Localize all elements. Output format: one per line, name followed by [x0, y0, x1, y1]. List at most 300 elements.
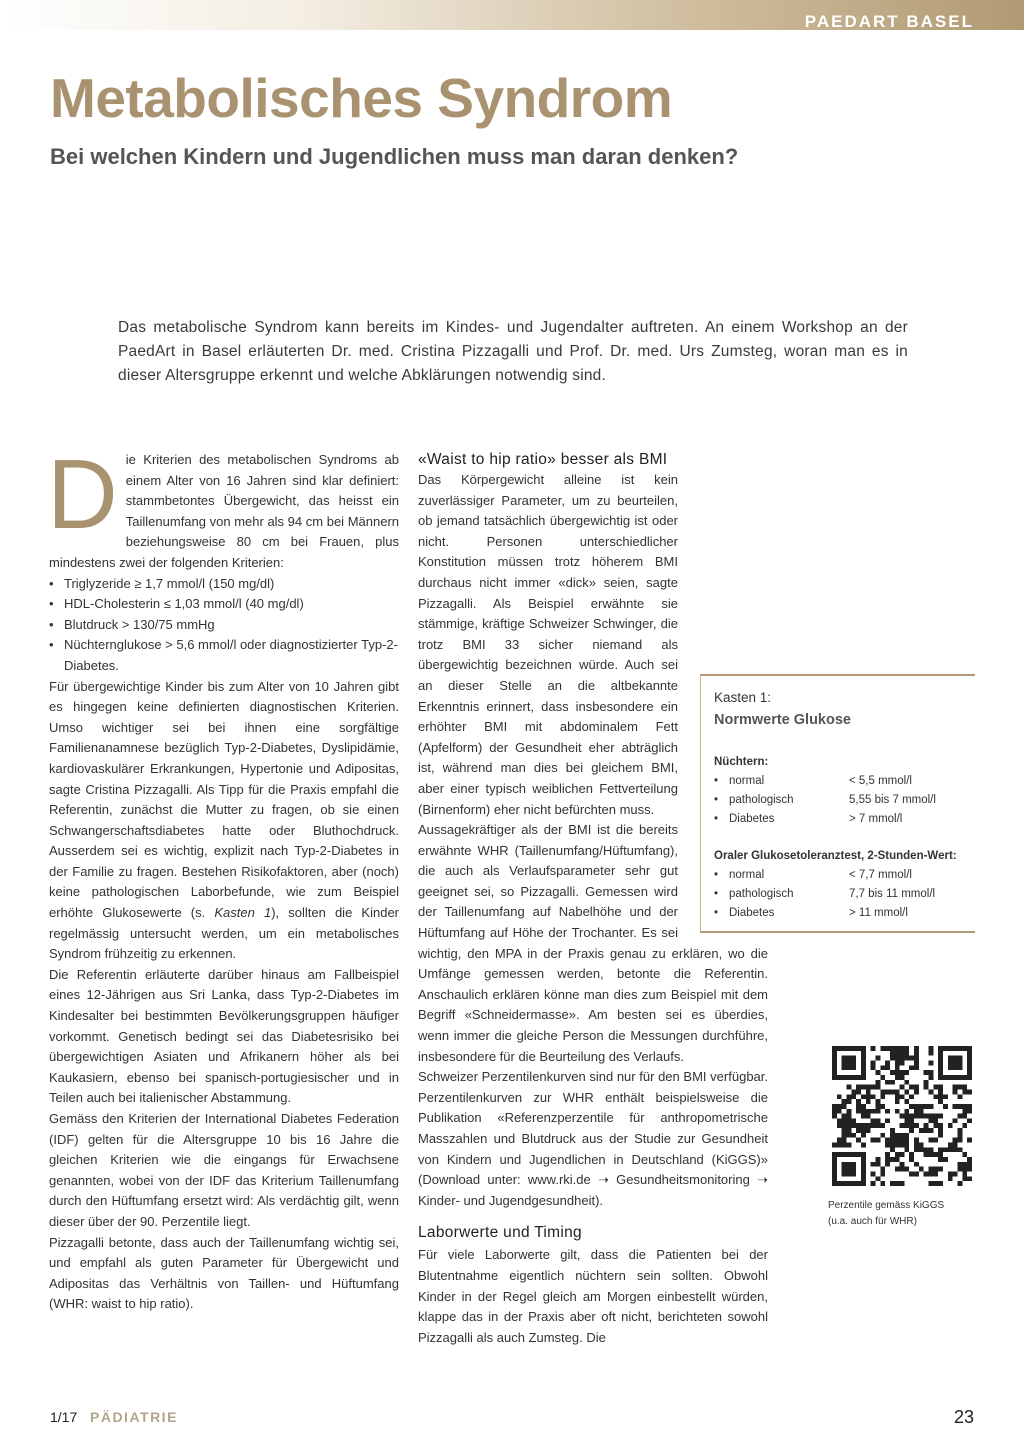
qr-module [880, 1065, 885, 1070]
qr-module [909, 1114, 914, 1119]
qr-module [900, 1094, 905, 1099]
qr-module [871, 1065, 876, 1070]
qr-module [900, 1152, 905, 1157]
qr-module [929, 1118, 934, 1123]
qr-module [866, 1123, 871, 1128]
qr-module [866, 1109, 871, 1114]
qr-module [958, 1094, 963, 1099]
qr-module [861, 1172, 866, 1177]
qr-module [837, 1104, 842, 1109]
qr-module [967, 1051, 972, 1056]
qr-module [851, 1075, 856, 1080]
qr-module [958, 1065, 963, 1070]
qr-module [890, 1157, 895, 1162]
qr-module [837, 1152, 842, 1157]
qr-module [851, 1167, 856, 1172]
qr-module [967, 1060, 972, 1065]
qr-module [924, 1152, 929, 1157]
qr-module [842, 1099, 847, 1104]
qr-module [962, 1152, 967, 1157]
qr-module [904, 1056, 909, 1061]
qr-module [895, 1046, 900, 1051]
qr-module [967, 1104, 972, 1109]
qr-module [919, 1114, 924, 1119]
qr-module [880, 1075, 885, 1080]
qr-module [842, 1065, 847, 1070]
qr-module [914, 1089, 919, 1094]
qr-module [967, 1167, 972, 1172]
qr-module [962, 1085, 967, 1090]
qr-module [958, 1060, 963, 1065]
qr-module [924, 1123, 929, 1128]
glucose-norms-box [700, 674, 975, 933]
qr-module [919, 1143, 924, 1148]
qr-module [924, 1104, 929, 1109]
qr-module [871, 1060, 876, 1065]
qr-module [861, 1143, 866, 1148]
qr-module [846, 1099, 851, 1104]
qr-module [895, 1138, 900, 1143]
qr-module [895, 1065, 900, 1070]
qr-module [943, 1157, 948, 1162]
qr-module [958, 1056, 963, 1061]
bullet: • [714, 813, 719, 825]
qr-module [909, 1118, 914, 1123]
qr-module [967, 1109, 972, 1114]
qr-module [842, 1133, 847, 1138]
qr-module [953, 1085, 958, 1090]
row-label: pathologisch [729, 794, 794, 806]
qr-module [851, 1123, 856, 1128]
list-item: • Triglyzeride ≥ 1,7 mmol/l (150 mg/dl) [49, 574, 399, 595]
qr-module [861, 1152, 866, 1157]
qr-module [851, 1089, 856, 1094]
qr-module [871, 1138, 876, 1143]
qr-module [871, 1162, 876, 1167]
qr-module [900, 1085, 905, 1090]
qr-module [846, 1143, 851, 1148]
qr-module [904, 1138, 909, 1143]
body-paragraph: Das Körpergewicht alleine ist kein zuverlässiger Parameter, um zu beurteilen, ob jemand tatsächlich übergewichtig ist oder nicht. Personen unterschiedlicher Konstitution müssen trotz höherem BMI durchaus nicht immer «dick» seien, sagte Pizzagalli. Als Beispiel erwähnte sie stämmige, kräftige Schweizer Schwinger, die trotz BMI 33 sicher niemand als übergewichtig bezeichnen würde. Auch sei an dieser Stelle an die altbekannte Erkenntnis erinnert, dass insbesondere ein erhöhter BMI mit abdominalem Fett (Apfelform) der Gesundheit eher abträglich ist, während man dies bei gleichem BMI, aber einer typisch weiblichen Fettverteilung (Birnenform) eher nicht befürchten muss. [418, 472, 678, 817]
row-label: normal [729, 775, 765, 787]
qr-module [861, 1176, 866, 1181]
qr-module [958, 1133, 963, 1138]
page-number: 23 [953, 1407, 974, 1427]
qr-module [914, 1104, 919, 1109]
body-paragraph: Aussagekräftiger als der BMI ist die bereits erwähnte WHR (Taillenumfang/Hüftumfang), die auch als Verlaufsparameter sehr gut geeignet sei, so Pizzagalli. Gemessen wird der Taillenumfang auf Nabelhöhe und der Hüftumfang auf Höhe der Trochanter. Es sei wichtig, den MPA in der Praxis genau zu erklären, wo die Umfänge gemessen werden, betonte die Referentin. Anschaulich erklären könne man dies zum Beispiel mit dem Begriff «Schneidermasse». Am besten sei es überdies, wenn immer die gleiche Person die Messungen durchführe, insbesondere für die Beurteilung des Verlaufs. [418, 822, 768, 1064]
qr-module [832, 1051, 837, 1056]
qr-module [895, 1094, 900, 1099]
body-paragraph: Gemäss den Kriterien der International Diabetes Federation (IDF) gelten für die Altersgruppe 10 bis 16 Jahre die gleichen Kriterien wie die eingangs für Erwachsene genannten, wobei von der IDF das Kriterium Taillenumfang durch den Hüftumfang ersetzt wird: Als verdächtig gilt, wenn dieser über der 90. Perzentile liegt. [49, 1111, 399, 1229]
qr-module [856, 1181, 861, 1186]
qr-module [875, 1176, 880, 1181]
qr-module [900, 1138, 905, 1143]
qr-module [933, 1138, 938, 1143]
qr-module [948, 1046, 953, 1051]
qr-module [890, 1046, 895, 1051]
qr-module [900, 1060, 905, 1065]
row-label: normal [729, 869, 765, 881]
qr-module [880, 1104, 885, 1109]
qr-module [953, 1104, 958, 1109]
qr-module [962, 1114, 967, 1119]
qr-module [837, 1075, 842, 1080]
qr-module [958, 1104, 963, 1109]
qr-module [904, 1167, 909, 1172]
qr-module [842, 1114, 847, 1119]
qr-module [875, 1080, 880, 1085]
qr-module [842, 1152, 847, 1157]
qr-module [895, 1167, 900, 1172]
qr-module [856, 1123, 861, 1128]
qr-module [938, 1167, 943, 1172]
qr-module [929, 1046, 934, 1051]
qr-module [832, 1181, 837, 1186]
qr-module [856, 1104, 861, 1109]
qr-module [861, 1075, 866, 1080]
qr-module [861, 1046, 866, 1051]
qr-module [914, 1060, 919, 1065]
qr-module [948, 1075, 953, 1080]
qr-module [890, 1133, 895, 1138]
qr-module [914, 1138, 919, 1143]
qr-module [900, 1056, 905, 1061]
qr-module [924, 1128, 929, 1133]
qr-module [871, 1109, 876, 1114]
qr-module [900, 1167, 905, 1172]
qr-module [938, 1157, 943, 1162]
qr-module [895, 1056, 900, 1061]
qr-module [851, 1065, 856, 1070]
qr-module [832, 1056, 837, 1061]
qr-module [933, 1114, 938, 1119]
qr-module [885, 1157, 890, 1162]
qr-module [846, 1162, 851, 1167]
qr-module [967, 1157, 972, 1162]
qr-module [832, 1046, 837, 1051]
qr-module [933, 1085, 938, 1090]
qr-module [890, 1080, 895, 1085]
qr-module [958, 1167, 963, 1172]
qr-module [856, 1109, 861, 1114]
row-value: > 7 mmol/l [849, 813, 903, 825]
qr-module [909, 1094, 914, 1099]
qr-module [914, 1162, 919, 1167]
qr-module [900, 1162, 905, 1167]
qr-module [842, 1046, 847, 1051]
qr-module [861, 1157, 866, 1162]
qr-module [851, 1172, 856, 1177]
qr-module [914, 1085, 919, 1090]
qr-module [962, 1089, 967, 1094]
box-label: Kasten 1: [714, 690, 772, 705]
qr-module [929, 1089, 934, 1094]
qr-module [909, 1123, 914, 1128]
qr-module [895, 1051, 900, 1056]
criteria-list [49, 574, 399, 677]
qr-module [861, 1109, 866, 1114]
qr-module [962, 1172, 967, 1177]
table-row [714, 791, 964, 809]
qr-module [948, 1172, 953, 1177]
qr-module [846, 1123, 851, 1128]
qr-module [846, 1118, 851, 1123]
qr-module [914, 1109, 919, 1114]
qr-module [948, 1143, 953, 1148]
intro-paragraph [47, 439, 399, 574]
qr-module [885, 1080, 890, 1085]
qr-module [933, 1152, 938, 1157]
qr-module [885, 1060, 890, 1065]
qr-module [929, 1070, 934, 1075]
qr-module [895, 1070, 900, 1075]
qr-module [851, 1118, 856, 1123]
qr-module [832, 1109, 837, 1114]
qr-module [895, 1099, 900, 1104]
journal-name: PÄDIATRIE [90, 1409, 178, 1425]
qr-module [967, 1046, 972, 1051]
qr-module [933, 1118, 938, 1123]
qr-module [924, 1070, 929, 1075]
section-label: PAEDART BASEL [804, 12, 974, 31]
qr-module [885, 1138, 890, 1143]
qr-module [885, 1162, 890, 1167]
qr-code[interactable] [832, 1046, 972, 1186]
qr-module [875, 1162, 880, 1167]
qr-module [837, 1118, 842, 1123]
qr-module [929, 1114, 934, 1119]
qr-module [904, 1089, 909, 1094]
article-title: Metabolisches Syndrom [50, 67, 673, 129]
qr-module [866, 1128, 871, 1133]
qr-module [885, 1118, 890, 1123]
qr-module [933, 1094, 938, 1099]
qr-module [846, 1109, 851, 1114]
qr-module [929, 1181, 934, 1186]
qr-module [948, 1056, 953, 1061]
qr-module [851, 1181, 856, 1186]
qr-module [856, 1099, 861, 1104]
qr-module [837, 1094, 842, 1099]
qr-module [885, 1089, 890, 1094]
qr-module [904, 1051, 909, 1056]
qr-module [924, 1085, 929, 1090]
qr-module [842, 1075, 847, 1080]
box-section-fasting: Nüchtern: [714, 756, 769, 768]
qr-module [846, 1065, 851, 1070]
qr-module [909, 1128, 914, 1133]
qr-module [856, 1152, 861, 1157]
qr-module [890, 1181, 895, 1186]
qr-module [938, 1056, 943, 1061]
qr-module [895, 1143, 900, 1148]
qr-module [861, 1094, 866, 1099]
qr-module [953, 1147, 958, 1152]
qr-module [846, 1114, 851, 1119]
body-paragraph: Schweizer Perzentilenkurven sind nur für den BMI verfügbar. Perzentilenkurven zur WHR enthält beispielsweise die Publikation «Referenzperzentile für anthropometrische Masszahlen und Blutdruck aus der Studie zur Gesundheit von Kindern und Jugendlichen in Deutschland (KiGGS)» (Download unter: www.rki.de ➝ Gesundheitsmonitoring ➝ Kinder- und Jugendgesundheit). [418, 1069, 768, 1208]
qr-module [846, 1060, 851, 1065]
qr-module [851, 1046, 856, 1051]
qr-module [933, 1167, 938, 1172]
box-title: Normwerte Glukose [714, 712, 851, 728]
qr-module [962, 1176, 967, 1181]
qr-module [929, 1128, 934, 1133]
qr-module [890, 1089, 895, 1094]
box-reference-link[interactable]: Kasten 1 [214, 905, 272, 921]
qr-module [832, 1070, 837, 1075]
qr-module [967, 1070, 972, 1075]
qr-caption-line: Perzentile gemäss KiGGS [828, 1200, 945, 1211]
qr-module [958, 1128, 963, 1133]
qr-module [904, 1080, 909, 1085]
qr-module [909, 1157, 914, 1162]
qr-module [904, 1118, 909, 1123]
qr-module [861, 1070, 866, 1075]
qr-module [851, 1133, 856, 1138]
qr-module [953, 1060, 958, 1065]
qr-module [885, 1109, 890, 1114]
qr-module [837, 1123, 842, 1128]
qr-module [953, 1118, 958, 1123]
qr-module [832, 1114, 837, 1119]
qr-module [938, 1133, 943, 1138]
qr-module [933, 1123, 938, 1128]
qr-module [856, 1085, 861, 1090]
qr-module [938, 1099, 943, 1104]
table-row [714, 772, 964, 790]
qr-module [871, 1094, 876, 1099]
qr-module [842, 1060, 847, 1065]
qr-module [837, 1138, 842, 1143]
qr-module [885, 1152, 890, 1157]
qr-module [875, 1099, 880, 1104]
body-paragraph: Die Referentin erläuterte darüber hinaus am Fallbeispiel eines 12-Jährigen aus Sri Lanka, dass Typ-2-Diabetes im Kindesalter bei bestimmten Bevölkerungsgruppen häufiger vorkommt. Genetisch bedingt sei das Diabetesrisiko bei übergewichtigen Asiaten und Afrikanern höher als bei Kaukasiern, ebenso bei spanisch-portugiesischer und in Teilen auch bei italienischer Abstammung. [49, 966, 399, 1106]
qr-module [871, 1172, 876, 1177]
qr-module [880, 1046, 885, 1051]
qr-module [890, 1138, 895, 1143]
qr-module [938, 1046, 943, 1051]
bullet: • [714, 869, 719, 881]
section-heading-whr: «Waist to hip ratio» besser als BMI [418, 451, 668, 468]
qr-module [938, 1065, 943, 1070]
qr-module [851, 1060, 856, 1065]
qr-module [938, 1181, 943, 1186]
qr-module [962, 1123, 967, 1128]
qr-module [933, 1172, 938, 1177]
qr-module [958, 1114, 963, 1119]
qr-module [909, 1172, 914, 1177]
qr-module [967, 1162, 972, 1167]
body-paragraph [49, 677, 399, 965]
qr-module [861, 1181, 866, 1186]
qr-module [904, 1070, 909, 1075]
lead-paragraph: Das metabolische Syndrom kann bereits im Kindes- und Jugendalter auftreten. An einem Workshop an der PaedArt in Basel erläuterten Dr. med. Cristina Pizzagalli und Prof. Dr. med. Urs Zumsteg, woran man es in dieser Altersgruppe erkennt und welche Abklärungen notwendig sind. [118, 319, 908, 385]
qr-module [875, 1109, 880, 1114]
row-value: 5,55 bis 7 mmol/l [849, 794, 936, 806]
qr-module [851, 1162, 856, 1167]
row-value: < 7,7 mmol/l [849, 869, 912, 881]
qr-module [846, 1075, 851, 1080]
qr-module [909, 1065, 914, 1070]
qr-module [958, 1075, 963, 1080]
box-section-ogtt: Oraler Glukosetoleranztest, 2-Stunden-Wert: [714, 850, 957, 862]
qr-module [842, 1167, 847, 1172]
qr-module [875, 1118, 880, 1123]
qr-module [900, 1075, 905, 1080]
qr-module [929, 1167, 934, 1172]
qr-module [842, 1056, 847, 1061]
qr-module [914, 1065, 919, 1070]
qr-module [967, 1075, 972, 1080]
qr-module [943, 1094, 948, 1099]
qr-module [846, 1094, 851, 1099]
qr-module [846, 1152, 851, 1157]
qr-module [962, 1109, 967, 1114]
qr-module [832, 1143, 837, 1148]
qr-module [890, 1070, 895, 1075]
qr-module [880, 1172, 885, 1177]
qr-module [875, 1138, 880, 1143]
table-row [714, 866, 964, 884]
qr-module [958, 1147, 963, 1152]
list-item: • Blutdruck > 130/75 mmHg [49, 615, 399, 636]
qr-module [895, 1133, 900, 1138]
qr-module [938, 1070, 943, 1075]
section-heading-labor: Laborwerte und Timing [418, 1224, 582, 1242]
table-row [714, 810, 964, 828]
qr-module [837, 1181, 842, 1186]
qr-module [895, 1060, 900, 1065]
qr-module [924, 1080, 929, 1085]
qr-module [914, 1123, 919, 1128]
qr-module [880, 1089, 885, 1094]
qr-module [851, 1056, 856, 1061]
qr-module [929, 1060, 934, 1065]
qr-module [875, 1104, 880, 1109]
qr-module [861, 1065, 866, 1070]
qr-module [914, 1172, 919, 1177]
qr-module [861, 1123, 866, 1128]
qr-module [900, 1051, 905, 1056]
qr-module [890, 1147, 895, 1152]
qr-module [866, 1089, 871, 1094]
qr-module [943, 1075, 948, 1080]
qr-module [904, 1147, 909, 1152]
qr-module [967, 1176, 972, 1181]
qr-module [871, 1181, 876, 1186]
qr-module [842, 1118, 847, 1123]
qr-module [948, 1065, 953, 1070]
qr-module [962, 1046, 967, 1051]
qr-module [875, 1085, 880, 1090]
column-left [47, 439, 399, 1315]
qr-module [890, 1051, 895, 1056]
body-paragraph: Pizzagalli betonte, dass auch der Taillenumfang wichtig sei, und empfahl als guten Parameter für Übergewicht und Adipositas das Verhältnis von Taillen- und Hüftumfang (WHR: waist to hip ratio). [49, 1234, 399, 1312]
qr-module [875, 1123, 880, 1128]
qr-module [958, 1085, 963, 1090]
qr-module [832, 1104, 837, 1109]
qr-module [967, 1065, 972, 1070]
qr-module [875, 1157, 880, 1162]
qr-module [929, 1051, 934, 1056]
qr-module [962, 1075, 967, 1080]
qr-module [904, 1133, 909, 1138]
qr-module [909, 1085, 914, 1090]
bullet: • [714, 907, 719, 919]
qr-module [929, 1104, 934, 1109]
qr-module [938, 1075, 943, 1080]
qr-module [953, 1089, 958, 1094]
